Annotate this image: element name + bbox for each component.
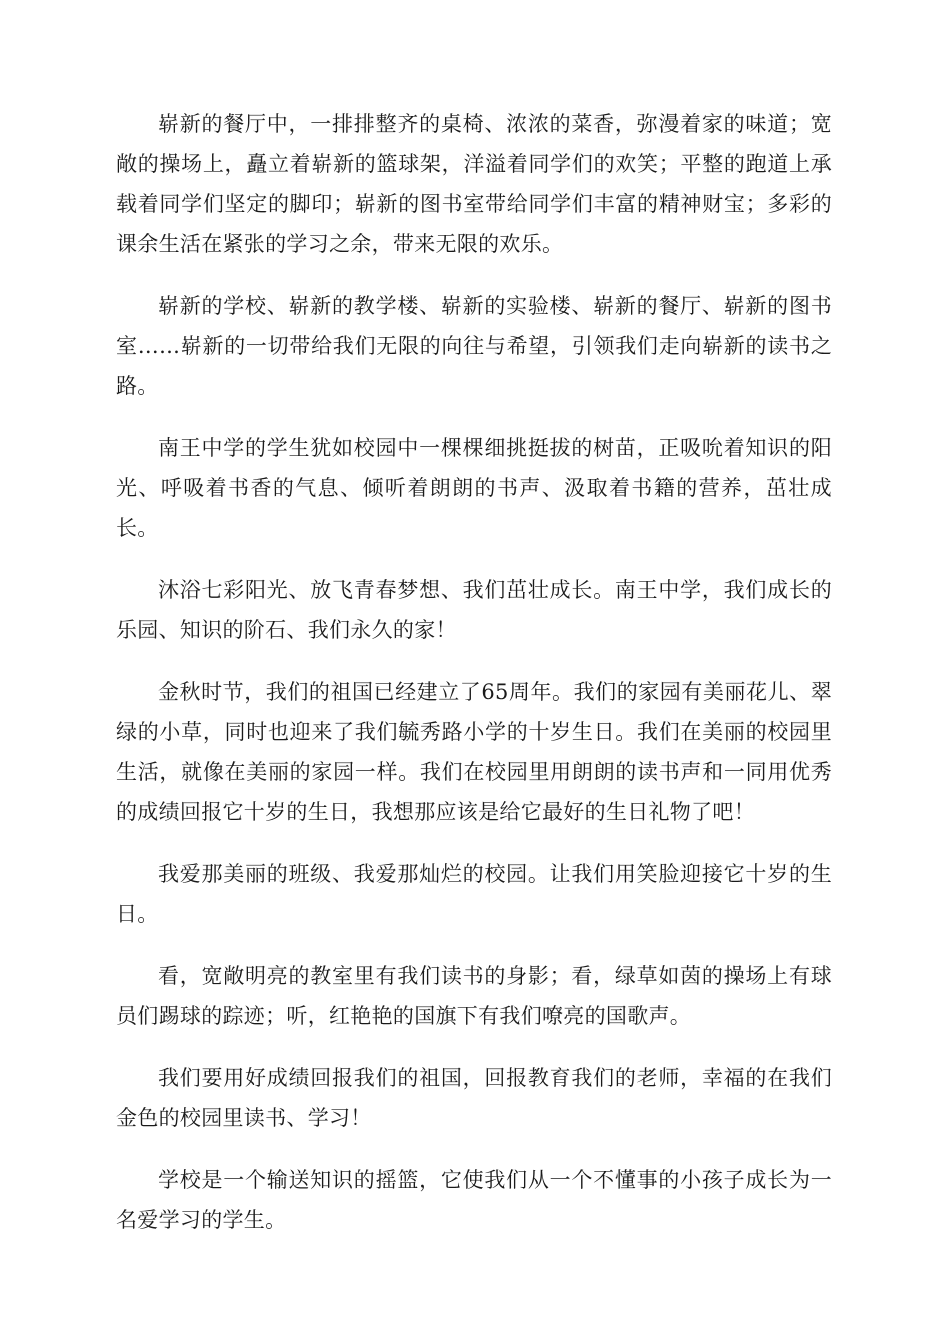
paragraph-4: 沐浴七彩阳光、放飞青春梦想、我们茁壮成长。南王中学，我们成长的乐园、知识的阶石、我们永久的家！ (116, 578, 832, 642)
paragraph-9: 学校是一个输送知识的摇篮，它使我们从一个不懂事的小孩子成长为一名爱学习的学生。 (116, 1168, 832, 1232)
paragraph-6: 我爱那美丽的班级、我爱那灿烂的校园。让我们用笑脸迎接它十岁的生日。 (116, 862, 832, 926)
paragraph-7: 看，宽敞明亮的教室里有我们读书的身影；看，绿草如茵的操场上有球员们踢球的踪迹；听，红艳艳的国旗下有我们嘹亮的国歌声。 (116, 964, 832, 1028)
paragraph-2: 崭新的学校、崭新的教学楼、崭新的实验楼、崭新的餐厅、崭新的图书室……崭新的一切带给我们无限的向往与希望，引领我们走向崭新的读书之路。 (116, 294, 832, 398)
paragraph-3: 南王中学的学生犹如校园中一棵棵细挑挺拔的树苗，正吸吮着知识的阳光、呼吸着书香的气息、倾听着朗朗的书声、汲取着书籍的营养，茁壮成长。 (116, 436, 832, 540)
paragraph-5: 金秋时节，我们的祖国已经建立了65周年。我们的家园有美丽花儿、翠绿的小草，同时也迎来了我们毓秀路小学的十岁生日。我们在美丽的校园里生活，就像在美丽的家园一样。我们在校园里用朗朗的读书声和一同用优秀的成绩回报它十岁的生日，我想那应该是给它最好的生日礼物了吧！ (116, 680, 832, 824)
paragraph-8: 我们要用好成绩回报我们的祖国，回报教育我们的老师，幸福的在我们金色的校园里读书、学习！ (116, 1066, 832, 1130)
paragraph-1: 崭新的餐厅中，一排排整齐的桌椅、浓浓的菜香，弥漫着家的味道；宽敞的操场上，矗立着崭新的篮球架，洋溢着同学们的欢笑；平整的跑道上承载着同学们坚定的脚印；崭新的图书室带给同学们丰富的精神财宝；多彩的课余生活在紧张的学习之余，带来无限的欢乐。 (116, 112, 832, 256)
document-body (116, 104, 832, 1262)
